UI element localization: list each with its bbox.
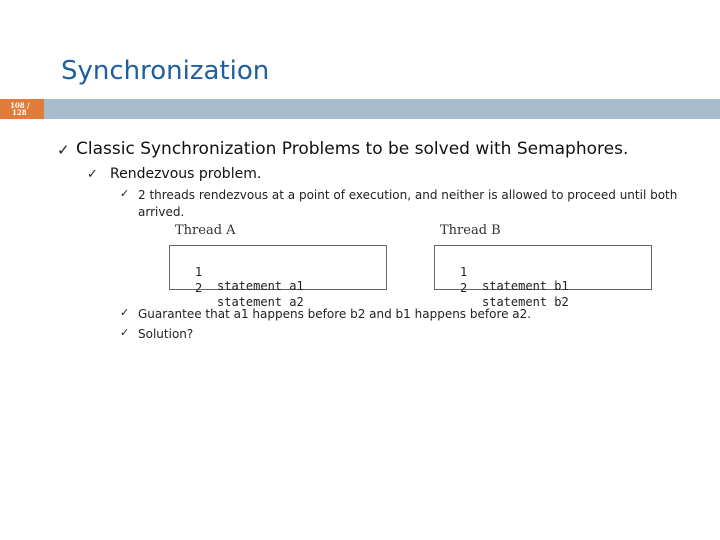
bullet-level3-rendezvous: 2 threads rendezvous at a point of execution, and neither is allowed to proceed until both arrived. [138,188,678,219]
check-bullet-icon: ✓ [120,326,130,339]
line-number: 2 [460,281,468,295]
statement: statement b2 [482,295,569,309]
page-number-badge [0,99,44,119]
bullet-level3-solution: Solution? [138,327,194,341]
header-bar [44,99,720,119]
line-number: 1 [195,265,203,279]
slide-title: Synchronization [61,56,270,86]
bullet-level1: Classic Synchronization Problems to be solved with Semaphores. [76,139,629,159]
bullet-level2: Rendezvous problem. [110,166,262,182]
check-bullet-icon: ✓ [87,167,98,182]
statement: statement b1 [482,279,569,293]
thread-b-label: Thread B [440,223,501,238]
check-bullet-icon: ✓ [120,187,130,200]
line-number: 1 [460,265,468,279]
check-bullet-icon: ✓ [57,141,70,159]
page-total: 128 [12,108,27,117]
thread-b-code-box [434,245,652,309]
line-number: 2 [195,281,203,295]
thread-a-label: Thread A [175,223,236,238]
thread-a-code-box [169,245,387,309]
check-bullet-icon: ✓ [120,306,130,319]
statement: statement a1 [217,279,304,293]
statement: statement a2 [217,295,304,309]
bullet-level3-guarantee: Guarantee that a1 happens before b2 and b1 happens before a2. [138,307,532,321]
page-number: 108 / [10,101,30,110]
